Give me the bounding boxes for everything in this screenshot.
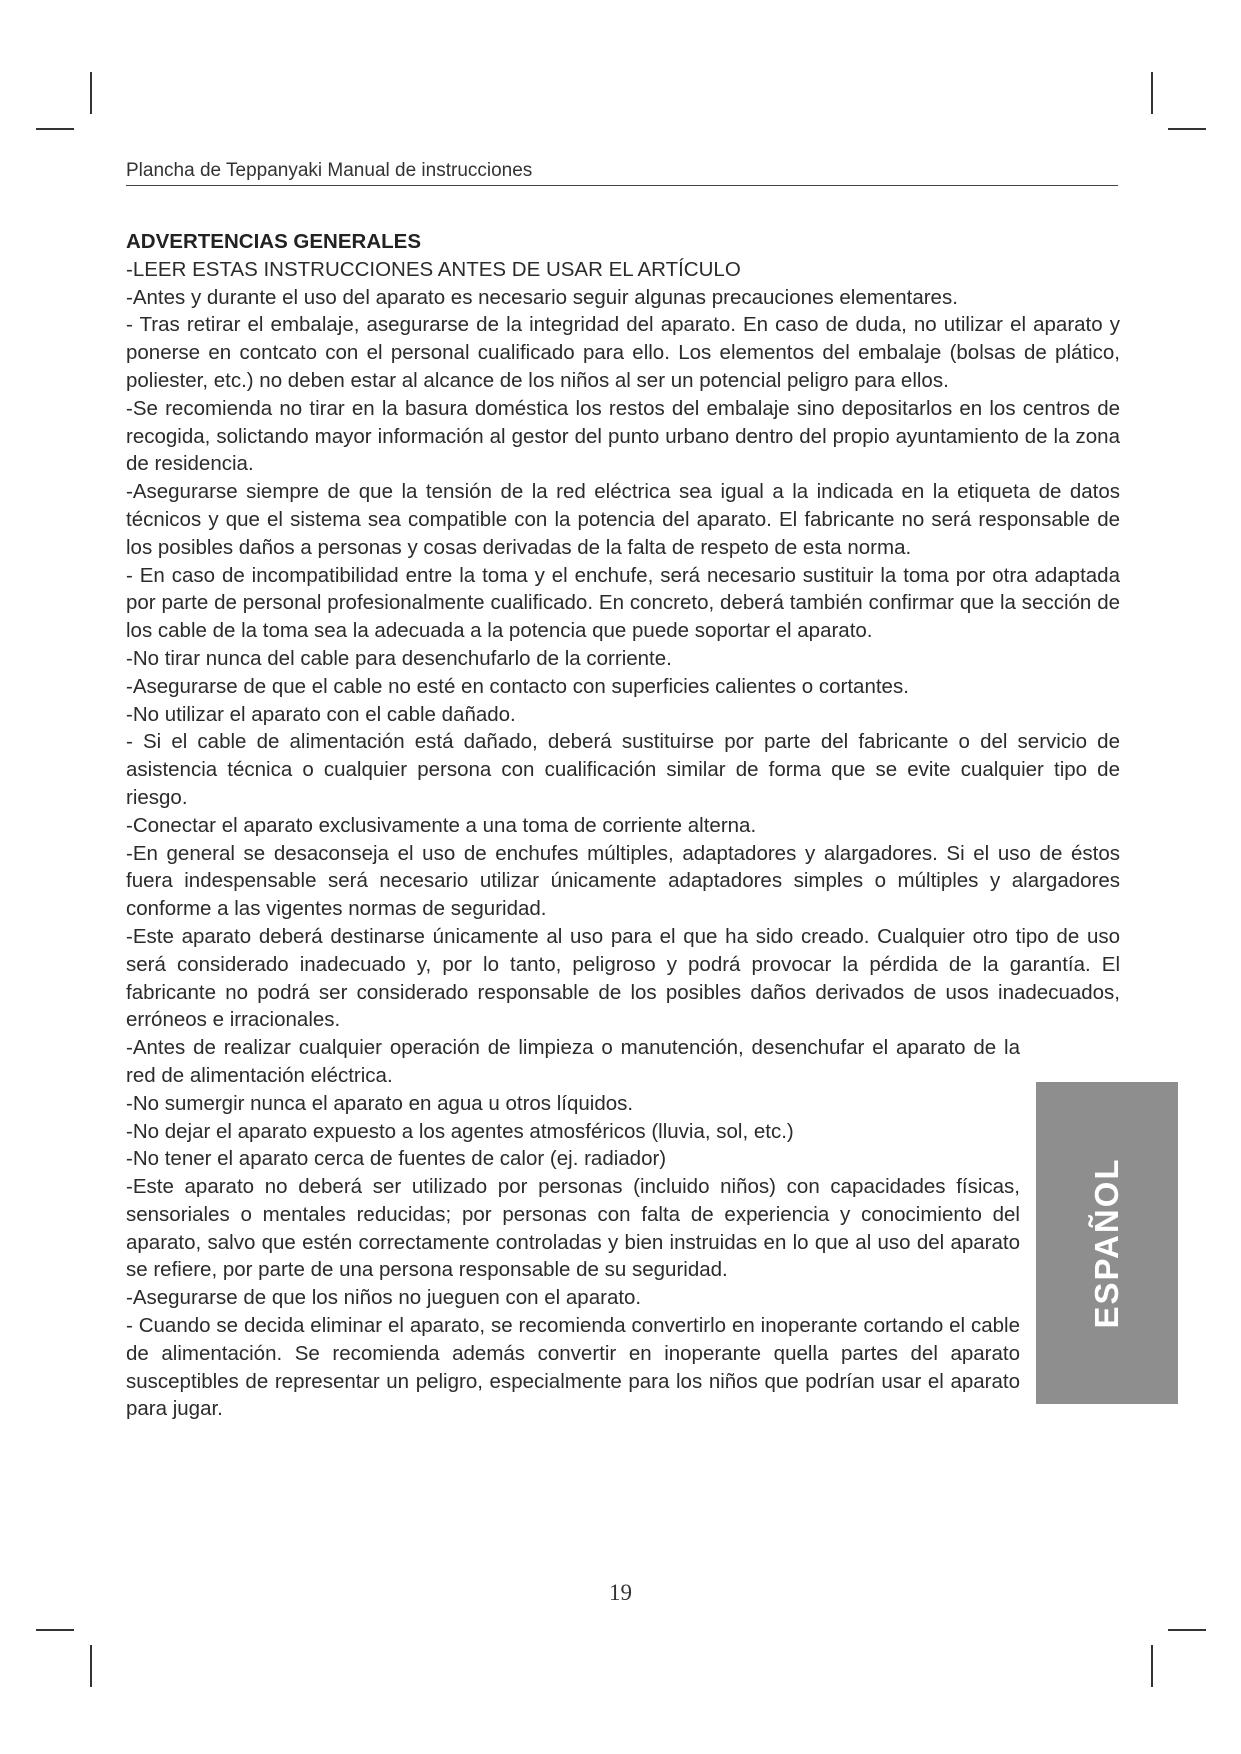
paragraph: -Asegurarse de que el cable no esté en contacto con superficies calientes o cortantes. bbox=[126, 674, 909, 698]
paragraph: - En caso de incompatibilidad entre la toma y el enchufe, será necesario sustituir la toma por otra adaptada por parte de personal profesionalmente cualificado. En concreto, deberá también confirmar que la sección de los cable de la toma sea la adecuada a la potencia que puede soportar el aparato. bbox=[126, 563, 1120, 643]
paragraph: -No tener el aparato cerca de fuentes de calor (ej. radiador) bbox=[126, 1147, 667, 1171]
crop-mark-top-right-vertical bbox=[1151, 72, 1153, 114]
crop-mark-top-left-horizontal bbox=[36, 128, 74, 130]
language-tab-label: ESPAÑOL bbox=[1088, 1157, 1125, 1329]
paragraph: -LEER ESTAS INSTRUCCIONES ANTES DE USAR EL ARTÍCULO bbox=[126, 257, 741, 281]
header-rule bbox=[126, 185, 1118, 186]
paragraph: -No utilizar el aparato con el cable dañado. bbox=[126, 702, 516, 726]
crop-mark-top-left-vertical bbox=[90, 72, 92, 114]
paragraph: -Este aparato deberá destinarse únicamente al uso para el que ha sido creado. Cualquier otro tipo de uso será considerado inadecuado y, por lo tanto, peligroso y podrá provocar la pérdida de la garantía. El fabricante no podrá ser considerado responsable de los posibles daños derivados de usos inadecuados, erróneos e irracionales. bbox=[126, 924, 1120, 1032]
paragraph: -Antes y durante el uso del aparato es necesario seguir algunas precauciones elementares. bbox=[126, 285, 958, 309]
document-body bbox=[126, 228, 1120, 1423]
crop-mark-bottom-right-vertical bbox=[1151, 1645, 1153, 1687]
paragraph: -En general se desaconseja el uso de enchufes múltiples, adaptadores y alargadores. Si el uso de éstos fuera indespensable será necesario utilizar únicamente adaptadores simples o múltiples y alargadores conforme a las vigentes normas de seguridad. bbox=[126, 841, 1120, 921]
section-heading: ADVERTENCIAS GENERALES bbox=[126, 230, 422, 253]
paragraph: -No sumergir nunca el aparato en agua u otros líquidos. bbox=[126, 1091, 634, 1115]
paragraph: -No dejar el aparato expuesto a los agentes atmosféricos (lluvia, sol, etc.) bbox=[126, 1119, 794, 1143]
crop-mark-top-right-horizontal bbox=[1168, 128, 1206, 130]
crop-mark-bottom-left-vertical bbox=[90, 1645, 92, 1687]
paragraph: - Cuando se decida eliminar el aparato, se recomienda convertirlo en inoperante cortando el cable de alimentación. Se recomienda además convertir en inoperante quella partes del aparato susceptibles de representar un peligro, especialmente para los niños que podrían usar el aparato para jugar. bbox=[126, 1314, 1020, 1421]
paragraph: -Asegurarse siempre de que la tensión de la red eléctrica sea igual a la indicada en la etiqueta de datos técnicos y que el sistema sea compatible con la potencia del aparato. El fabricante no será responsable de los posibles daños a personas y cosas derivadas de la falta de respeto de esta norma. bbox=[126, 480, 1120, 559]
paragraph: -Este aparato no deberá ser utilizado por personas (incluido niños) con capacidades físicas, sensoriales o mentales reducidas; por personas con falta de experiencia y conocimiento del aparato, salvo que estén correctamente controladas y bien instruidas en lo que al uso del aparato se refiere, por parte de una persona responsable de su seguridad. bbox=[126, 1175, 1020, 1282]
paragraph: - Si el cable de alimentación está dañado, deberá sustituirse por parte del fabricante o del servicio de asistencia técnica o cualquier persona con cualificación similar de forma que se evite cualquier tipo de riesgo. bbox=[126, 730, 1120, 809]
language-tab bbox=[1036, 1082, 1178, 1404]
header-title: Plancha de Teppanyaki Manual de instrucciones bbox=[126, 160, 533, 181]
paragraph: -Asegurarse de que los niños no jueguen con el aparato. bbox=[126, 1286, 642, 1310]
paragraph: -No tirar nunca del cable para desenchufarlo de la corriente. bbox=[126, 646, 672, 670]
crop-mark-bottom-right-horizontal bbox=[1168, 1629, 1206, 1631]
paragraph: -Conectar el aparato exclusivamente a una toma de corriente alterna. bbox=[126, 813, 757, 837]
crop-mark-bottom-left-horizontal bbox=[36, 1629, 74, 1631]
paragraph: -Antes de realizar cualquier operación de limpieza o manutención, desenchufar el aparato de la red de alimentación eléctrica. bbox=[126, 1036, 1020, 1087]
page-number: 19 bbox=[609, 1580, 632, 1605]
paragraph: - Tras retirar el embalaje, asegurarse de la integridad del aparato. En caso de duda, no utilizar el aparato y ponerse en contcato con el personal cualificado para ello. Los elementos del embalaje (bolsas de plático, poliester, etc.) no deben estar al alcance de los niños al ser un potencial peligro para ellos. bbox=[126, 313, 1120, 392]
paragraph: -Se recomienda no tirar en la basura doméstica los restos del embalaje sino depositarlos en los centros de recogida, solictando mayor información al gestor del punto urbano dentro del propio ayuntamiento de la zona de residencia. bbox=[126, 396, 1120, 476]
